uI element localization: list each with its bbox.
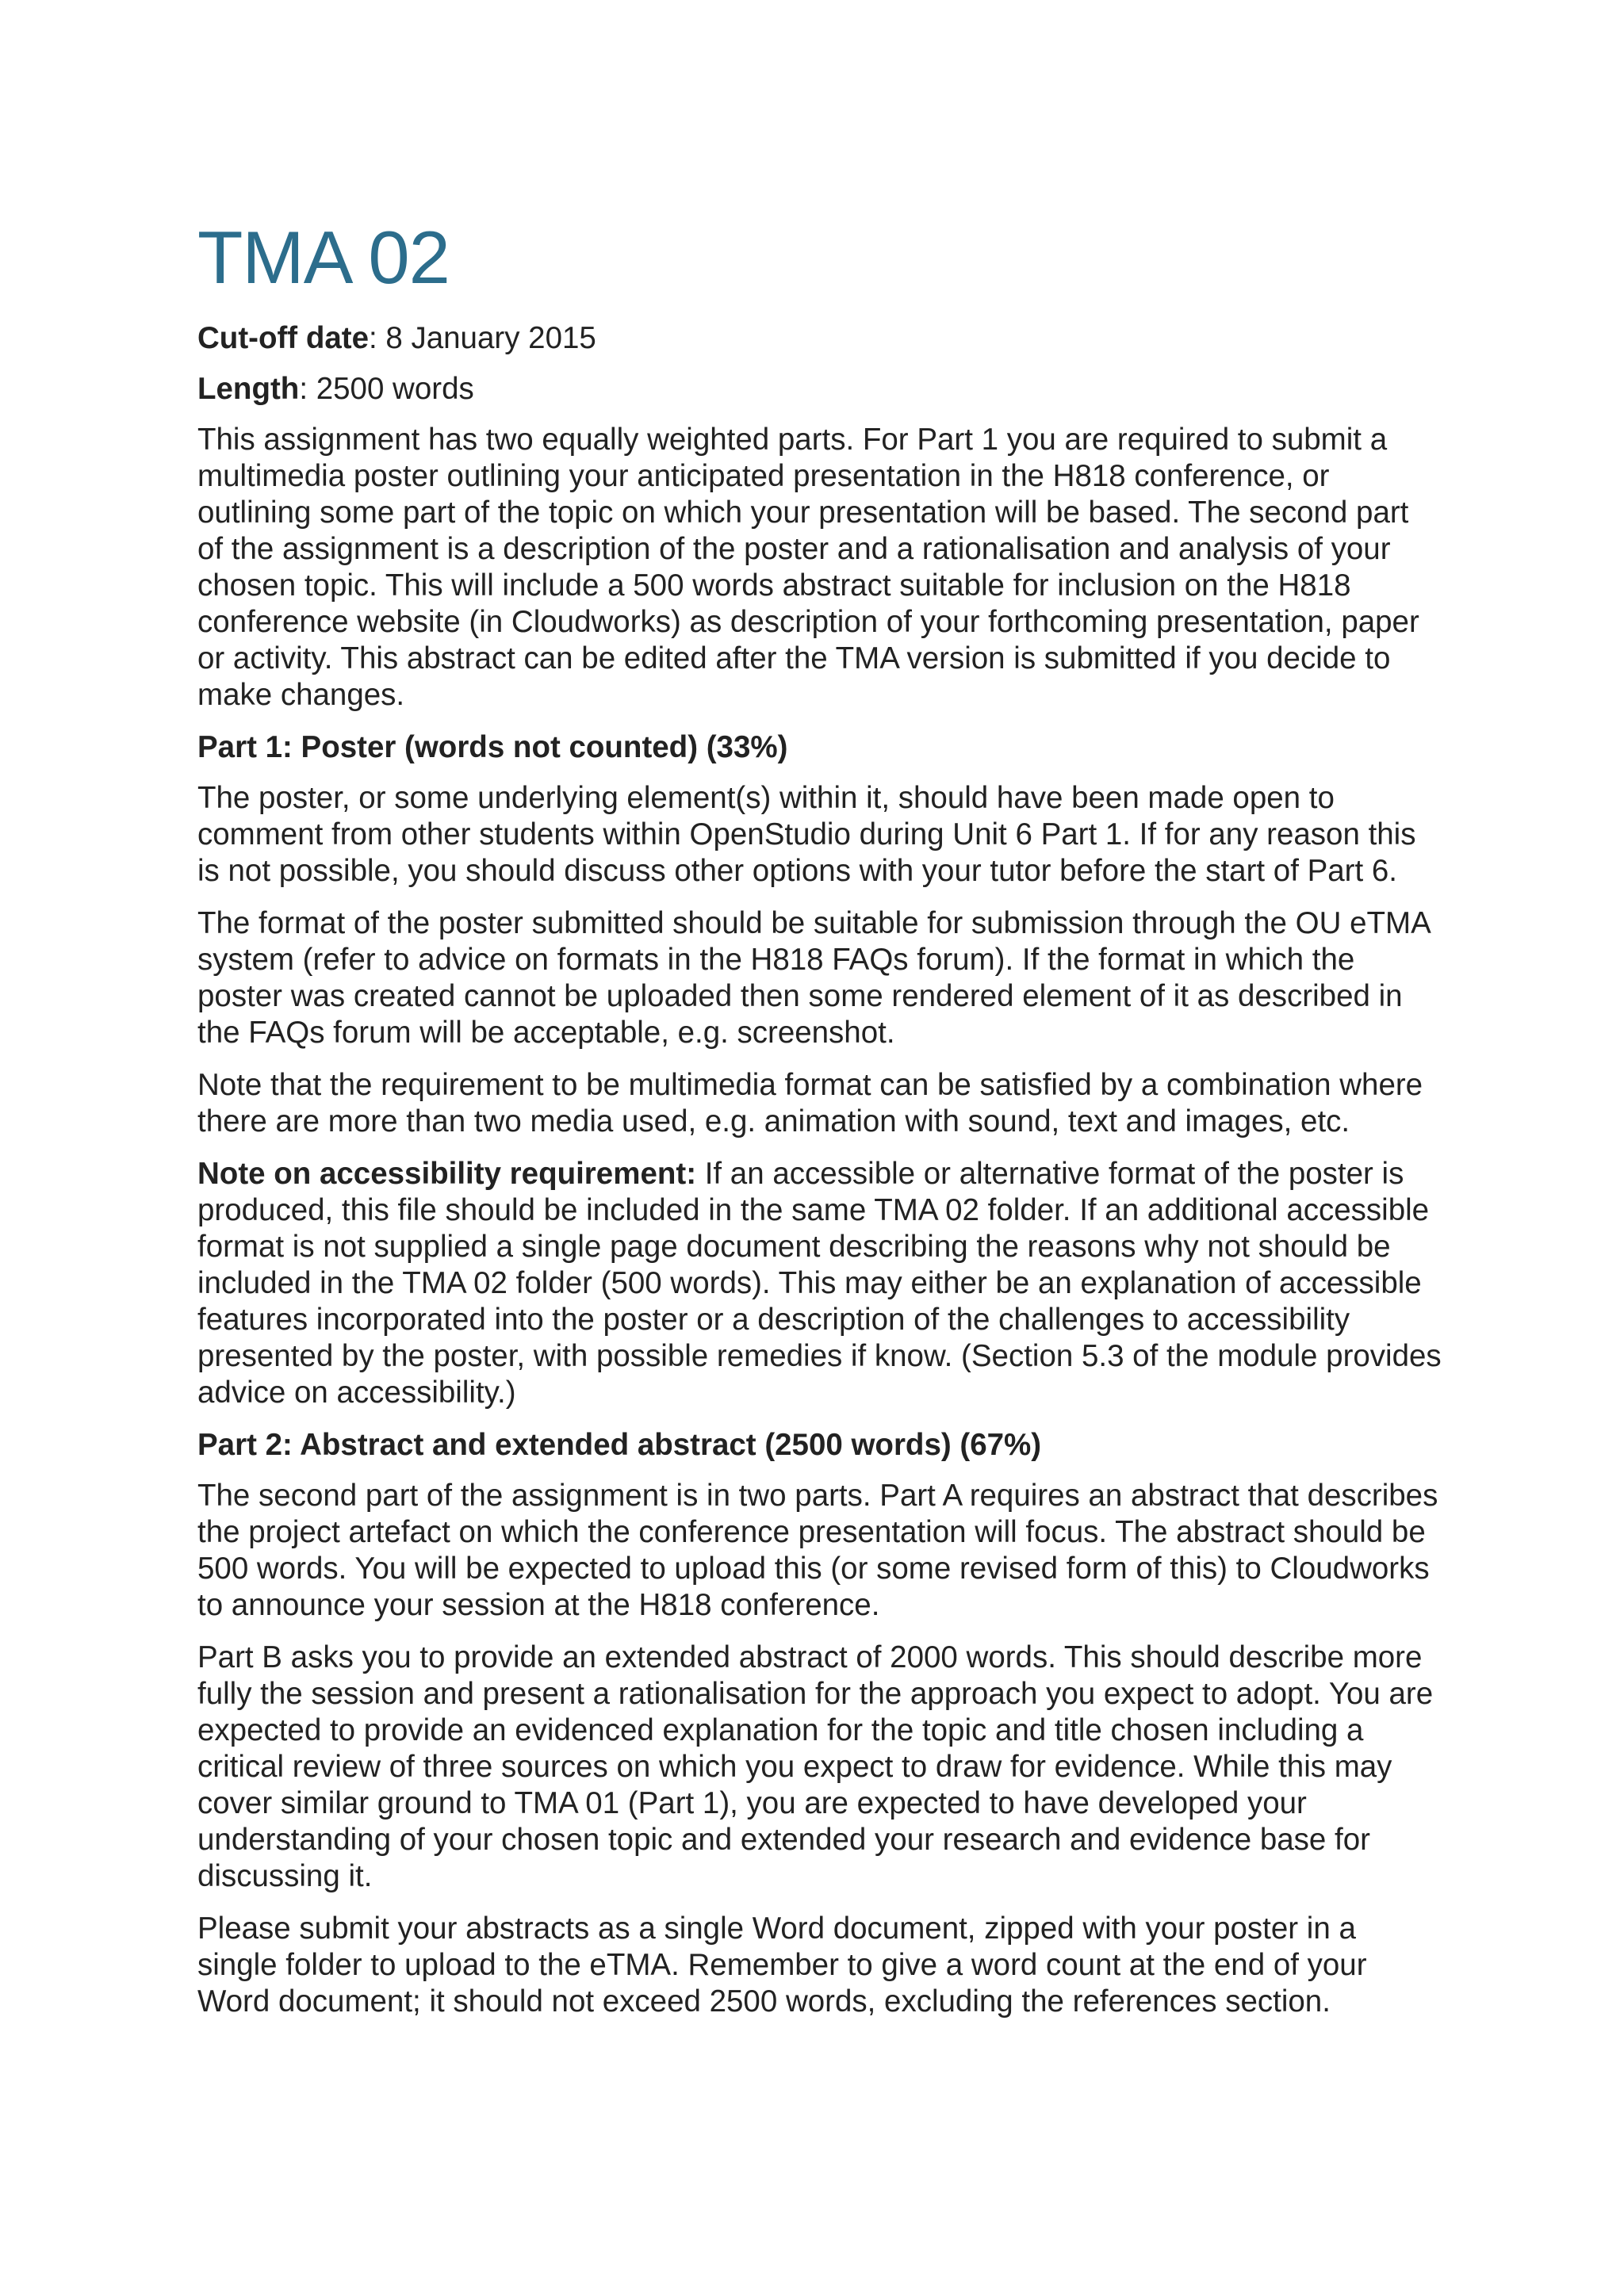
length	[197, 371, 1442, 408]
intro-paragraph: This assignment has two equally weighted parts. For Part 1 you are required to submit a multimedia poster outlining your anticipated presentation in the H818 conference, or outlining some part of the topic on which your presentation will be based. The second part of the assignment is a description of the poster and a rationalisation and analysis of your chosen topic. This will include a 500 words abstract suitable for inclusion on the H818 conference website (in Cloudworks) as description of your forthcoming presentation, paper or activity. This abstract can be edited after the TMA version is submitted if you decide to make changes.	[197, 423, 1419, 712]
part1-paragraph-1: The poster, or some underlying element(s) within it, should have been made open to comment from other students within OpenStudio during Unit 6 Part 1. If for any reason this is not possible, you should discuss other options with your tutor before the start of Part 6.	[197, 781, 1416, 888]
part2-paragraph-3: Please submit your abstracts as a single Word document, zipped with your poster in a single folder to upload to the eTMA. Remember to give a word count at the end of your Word document; it should not exceed 2500 words, excluding the references section.	[197, 1911, 1367, 2019]
part2-paragraph-1: The second part of the assignment is in two parts. Part A requires an abstract that describes the project artefact on which the conference presentation will focus. The abstract should be 500 words. You will be expected to upload this (or some revised form of this) to Cloudworks to announce your session at the H818 conference.	[197, 1479, 1438, 1622]
accessibility-note-label: Note on accessibility requirement:	[197, 1157, 697, 1191]
part1-paragraph-3: Note that the requirement to be multimedia format can be satisfied by a combination where there are more than two media used, e.g. animation with sound, text and images, etc.	[197, 1068, 1423, 1138]
accessibility-note-text: If an accessible or alternative format of the poster is produced, this file should be included in the same TMA 02 folder. If an additional accessible format is not supplied a single page document describing the reasons why not should be included in the TMA 02 folder (500 words). This may either be an explanation of accessible features incorporated into the poster or a description of the challenges to accessibility presented by the poster, with possible remedies if know. (Section 5.3 of the module provides advice on accessibility.)	[197, 1157, 1442, 1410]
document-page	[197, 214, 1442, 2036]
part2-paragraph-2: Part B asks you to provide an extended abstract of 2000 words. This should describe more fully the session and present a rationalisation for the approach you expect to adopt. You are expected to provide an evidenced explanation for the topic and title chosen including a critical review of three sources on which you expect to draw for evidence. While this may cover similar ground to TMA 01 (Part 1), you are expected to have developed your understanding of your chosen topic and extended your research and evidence base for discussing it.	[197, 1640, 1434, 1893]
part2-heading: Part 2: Abstract and extended abstract (2500 words) (67%)	[197, 1428, 1042, 1462]
cutoff-date	[197, 320, 1442, 357]
part1-heading: Part 1: Poster (words not counted) (33%)	[197, 730, 788, 764]
length-value: : 2500 words	[299, 372, 474, 406]
accessibility-note	[197, 1156, 1442, 1411]
page-title: TMA 02	[197, 216, 450, 299]
part1-paragraph-2: The format of the poster submitted should be suitable for submission through the OU eTMA system (refer to advice on formats in the H818 FAQs forum). If the format in which the poster was created cannot be uploaded then some rendered element of it as described in the FAQs forum will be acceptable, e.g. screenshot.	[197, 906, 1430, 1050]
length-label: Length	[197, 372, 300, 406]
cutoff-date-value: : 8 January 2015	[368, 321, 596, 355]
cutoff-date-label: Cut-off date	[197, 321, 369, 355]
